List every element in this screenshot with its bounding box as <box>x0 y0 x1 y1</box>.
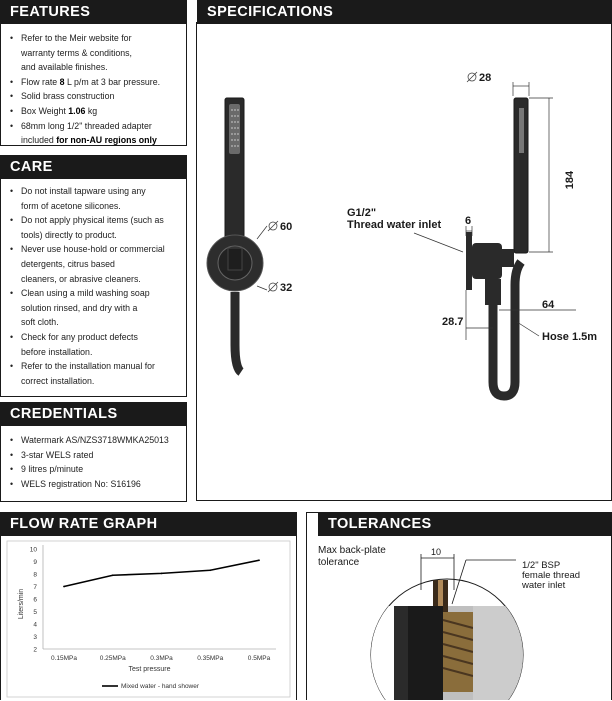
features-item: • Box Weight 1.06 kg <box>10 104 160 119</box>
dim-10: 10 <box>431 547 442 557</box>
tolerances-heading: TOLERANCES <box>318 512 612 536</box>
credentials-list <box>10 433 169 491</box>
front-view <box>207 98 263 372</box>
y-tick-label: 7 <box>33 584 37 591</box>
y-tick-label: 6 <box>33 596 37 604</box>
flow-graph-heading: FLOW RATE GRAPH <box>0 512 297 536</box>
care-item: • Clean using a mild washing soap solution rinsed, and dry with a soft cloth. <box>10 286 165 330</box>
features-heading: FEATURES <box>0 0 187 24</box>
data-point <box>63 586 65 588</box>
data-point <box>161 572 163 574</box>
credentials-item: • Watermark AS/NZS3718WMKA25013 <box>10 433 169 448</box>
care-list <box>10 184 165 388</box>
care-heading: CARE <box>0 155 187 179</box>
features-box <box>0 22 187 146</box>
specification-drawing <box>197 23 611 500</box>
features-item: • Flow rate 8 L p/m at 3 bar pressure. <box>10 75 160 90</box>
data-point <box>209 569 211 571</box>
y-tick-label: 10 <box>29 546 37 554</box>
features-item: • Solid brass construction <box>10 89 160 104</box>
thread-label-line2: Thread water inlet <box>347 219 442 231</box>
chart-frame <box>7 541 290 697</box>
tolerance-drawing <box>306 536 612 700</box>
y-tick-label: 9 <box>33 559 37 566</box>
dim-184: 184 <box>564 170 576 190</box>
credentials-item: • 3-star WELS rated <box>10 448 169 463</box>
x-tick-label: 0.15MPa <box>50 655 78 662</box>
features-list <box>10 31 160 148</box>
thread-label-line1: G1/2" <box>347 207 377 219</box>
bsp-label-line3: water inlet <box>522 580 566 591</box>
side-view <box>466 98 528 396</box>
care-item: • Do not apply physical items (such as tools) directly to product. <box>10 213 165 242</box>
dim-60: 60 <box>280 221 293 233</box>
y-tick-label: 4 <box>33 621 37 629</box>
credentials-item: • WELS registration No: S16196 <box>10 477 169 492</box>
backplate-label-line1: Max back-plate <box>318 545 386 556</box>
y-tick-label: 3 <box>33 634 37 641</box>
data-point <box>258 559 260 561</box>
bsp-label-line1: 1/2" BSP <box>522 560 561 571</box>
y-tick-label: 5 <box>33 609 37 616</box>
credentials-box <box>0 424 187 502</box>
care-box <box>0 177 187 397</box>
dim-28-7: 28.7 <box>442 316 464 328</box>
x-tick-label: 0.3MPa <box>150 655 173 662</box>
specifications-box <box>196 22 612 501</box>
features-item: • 68mm long 1/2" threaded adapter included for non-AU regions only <box>10 119 160 148</box>
dim-32: 32 <box>280 282 293 294</box>
x-tick-label: 0.5MPa <box>247 655 271 662</box>
dim-6: 6 <box>465 215 472 227</box>
credentials-heading: CREDENTIALS <box>0 402 187 426</box>
care-item: • Check for any product defects before installation. <box>10 330 165 359</box>
x-axis-title: Test pressure <box>128 666 171 673</box>
x-tick-label: 0.25MPa <box>99 655 126 662</box>
features-item: • Refer to the Meir website for warranty terms & conditions, and available finishes. <box>10 31 160 75</box>
backplate-label-line2: tolerance <box>318 557 360 568</box>
care-item: • Do not install tapware using any form of acetone silicones. <box>10 184 165 213</box>
care-item: • Never use house-hold or commercial detergents, citrus based cleaners, or abrasive cleaners. <box>10 242 165 286</box>
y-axis-title: Liters/min <box>18 588 25 620</box>
dim-28: 28 <box>479 72 492 84</box>
specifications-heading: SPECIFICATIONS <box>197 0 612 24</box>
dim-64: 64 <box>542 299 555 311</box>
y-tick-label: 8 <box>33 571 37 579</box>
x-tick-label: 0.35MPa <box>197 655 224 662</box>
data-point <box>112 574 114 576</box>
care-item: • Refer to the installation manual for correct installation. <box>10 359 165 388</box>
y-tick-label: 2 <box>33 646 37 654</box>
flow-graph-box <box>0 534 297 700</box>
flow-rate-chart <box>1 535 296 701</box>
credentials-item: • 9 litres p/minute <box>10 462 169 477</box>
hose-label: Hose 1.5m <box>542 331 598 343</box>
legend-label: Mixed water - hand shower <box>121 683 200 690</box>
bsp-label-line2: female thread <box>522 570 581 581</box>
